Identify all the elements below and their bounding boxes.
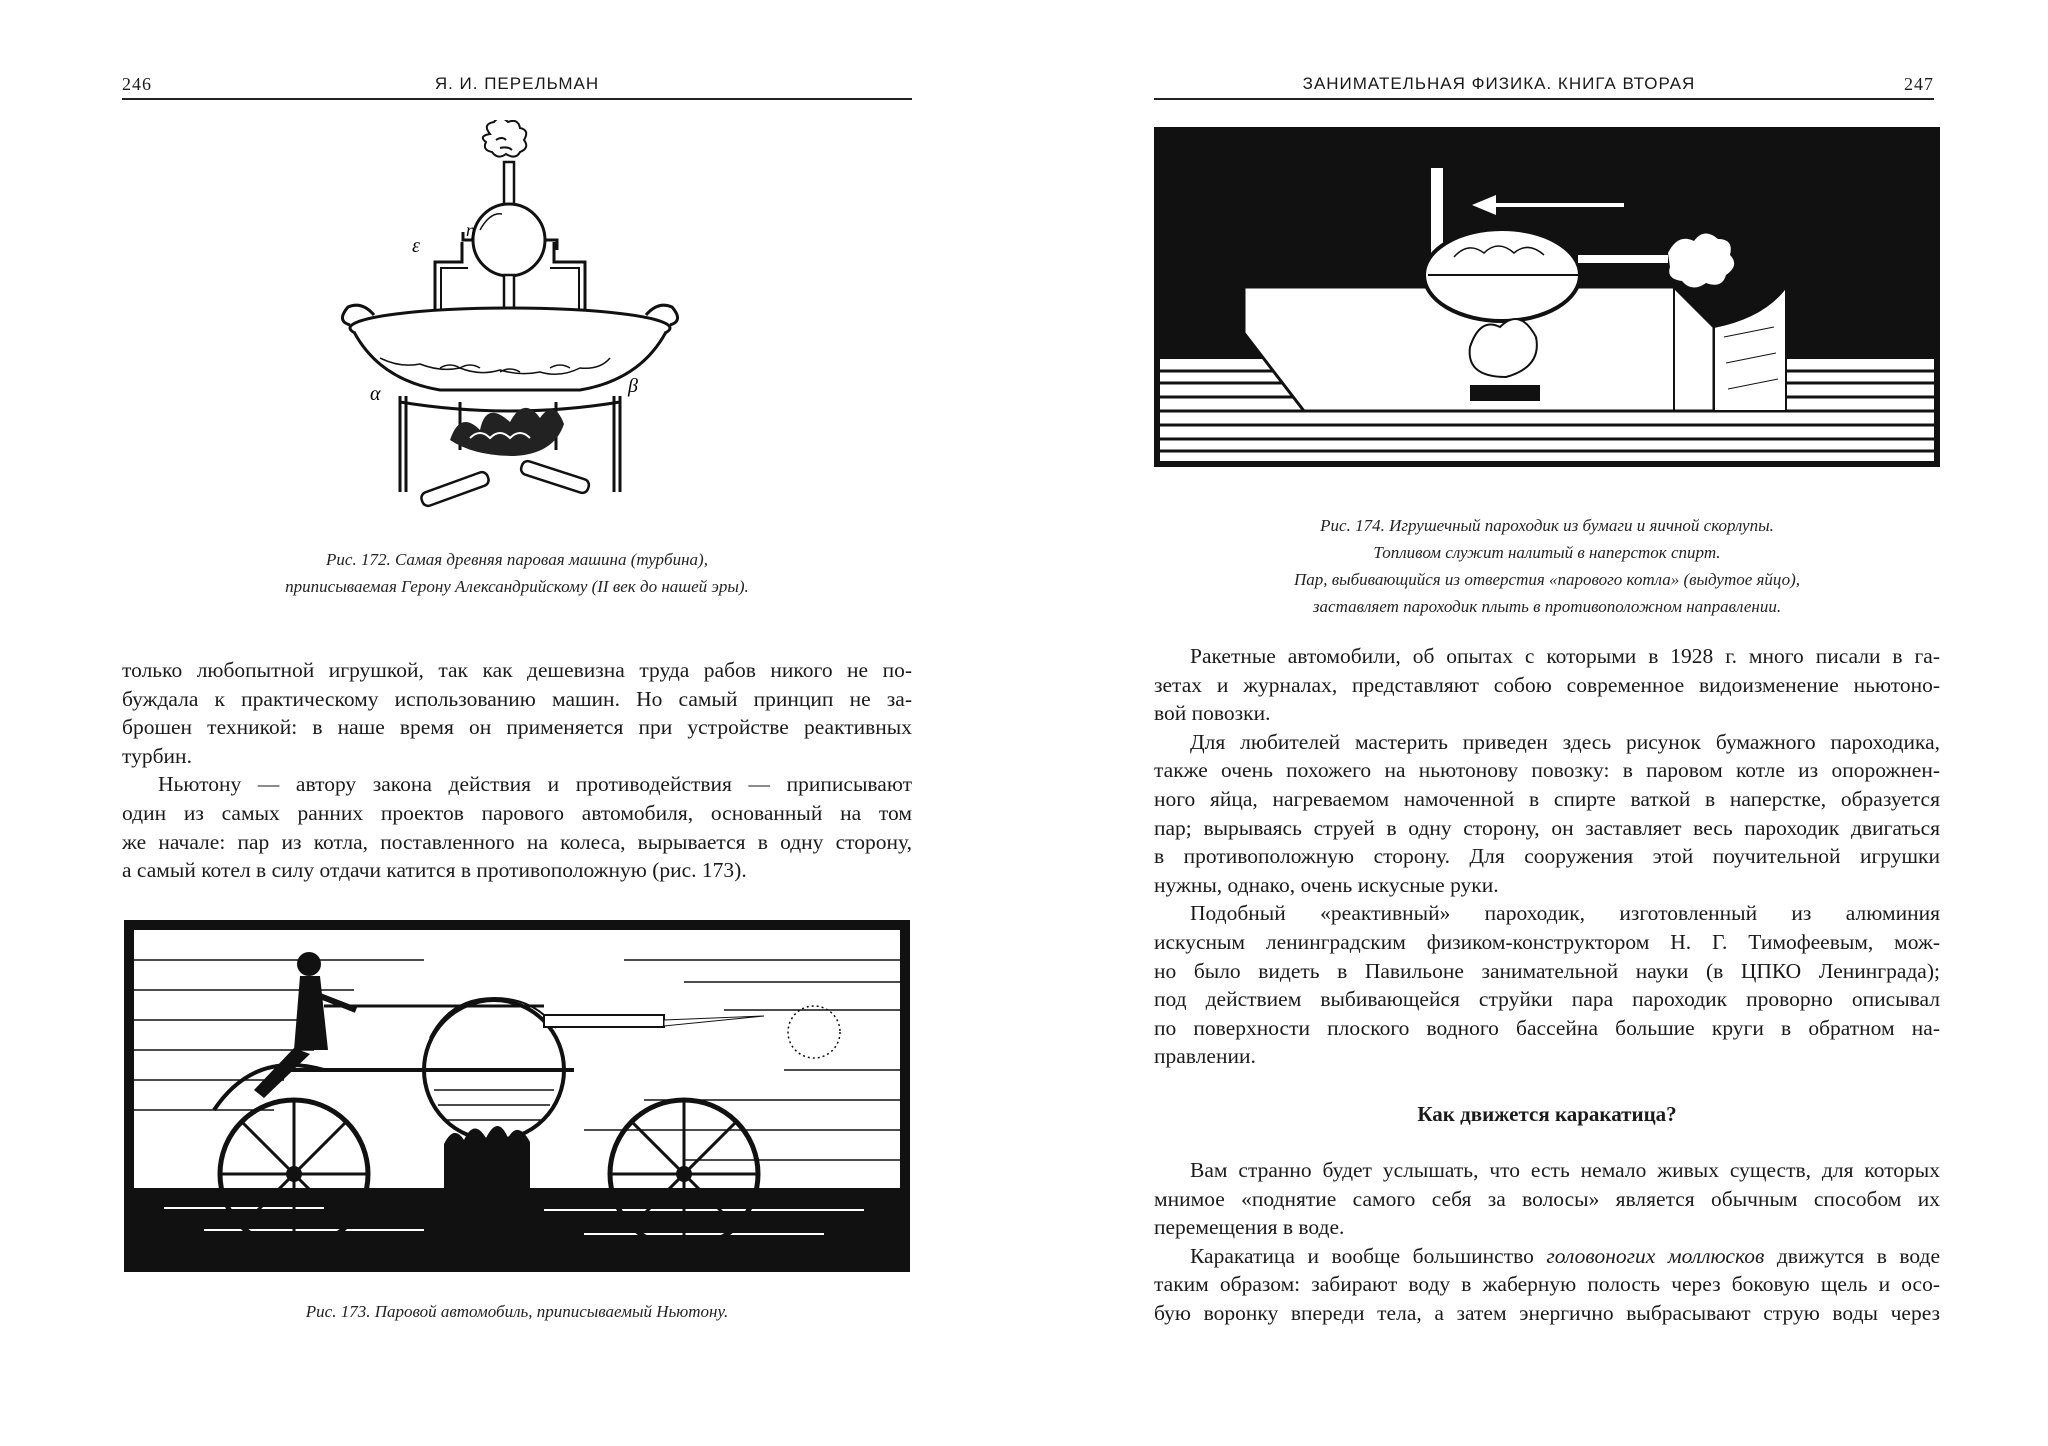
text-line: также очень похожего на ньютонову повозку: в паровом котле из опорожнен- [1154, 758, 1940, 783]
caption-174-line: Рис. 174. Игрушечный пароходик из бумаги и яичной скорлупы. [1320, 516, 1774, 535]
text-line: Подобный «реактивный» пароходик, изготовленный из алюминия [1190, 901, 1940, 926]
running-head-book-title: ЗАНИМАТЕЛЬНАЯ ФИЗИКА. КНИГА ВТОРАЯ [1302, 74, 1696, 93]
caption-172-line1: Рис. 172. Самая древняя паровая машина (турбина), [326, 550, 708, 569]
figure-172-caption [122, 546, 912, 600]
right-body-text-top [1154, 642, 1940, 1071]
text-line: ного яйца, нагреваемом намоченной в спирте ваткой в наперстке, образуется [1154, 786, 1940, 811]
text-line: брошен техникой: в наше время он применяется при устройстве реактивных [122, 715, 912, 740]
text-line: бую воронку впереди тела, а затем энергично выбрасывают струю воды через [1154, 1300, 1940, 1325]
running-head-left [122, 68, 912, 100]
text-line: только любопытной игрушкой, так как дешевизна труда рабов никого не по- [122, 658, 912, 682]
running-head-author: Я. И. ПЕРЕЛЬМАН [434, 74, 600, 93]
text-line: Для любителей мастерить приведен здесь рисунок бумажного пароходика, [1190, 729, 1940, 754]
figure-173-caption [122, 1298, 912, 1325]
right-page [1024, 0, 2048, 1446]
text-line: турбин. [122, 743, 192, 768]
caption-174-line: заставляет пароходик плыть в противоположном направлении. [1312, 597, 1782, 616]
text-line: Ракетные автомобили, об опытах с которыми в 1928 г. много писали в га- [1190, 644, 1940, 668]
caption-174-line: Пар, выбивающийся из отверстия «парового котла» (выдутое яйцо), [1293, 570, 1801, 589]
text-line: нужны, однако, очень искусные руки. [1154, 872, 1499, 897]
text-line: в противоположную сторону. Для сооружения этой поучительной игрушки [1154, 844, 1940, 869]
text-line: мнимое «поднятие самого себя за волосы» является обычным способом их [1154, 1186, 1940, 1211]
text-line: Вам странно будет услышать, что есть немало живых существ, для которых [1190, 1158, 1940, 1182]
right-body-text-bottom [1154, 1156, 1940, 1328]
text-line: Ньютону — автору закона действия и противодействия — приписывают [158, 772, 912, 797]
text-line: таким образом: забирают воду в жаберную полость через боковую щель и осо- [1154, 1272, 1940, 1297]
text-line: буждала к практическому использованию машин. Но самый принцип не за- [122, 686, 912, 711]
text-line: но было видеть в Павильоне занимательной науки (в ЦПКО Ленинграда); [1154, 958, 1940, 983]
text-run: Каракатица и вообще большинство [1190, 1243, 1547, 1268]
caption-173-line: Рис. 173. Паровой автомобиль, приписываемый Ньютону. [305, 1302, 729, 1321]
text-line: зетах и журналах, представляют собою современное видоизменение ньютоно- [1154, 672, 1940, 697]
section-heading: Как движется каракатица? [1417, 1102, 1677, 1126]
text-line: перемещения в воде. [1154, 1215, 1345, 1240]
aeolipile-drawing [340, 120, 680, 520]
label-alpha: α [370, 383, 381, 405]
label-eta: η [466, 220, 475, 240]
text-line: под действием выбивающейся струйки пара пароходик проворно описывал [1154, 987, 1940, 1012]
steam-car-drawing [124, 920, 910, 1272]
text-line: а самый котел в силу отдачи катится в противоположную (рис. 173). [122, 858, 747, 883]
figure-173-steam-car [124, 920, 910, 1272]
caption-174-line: Топливом служит налитый в наперсток спирт. [1373, 543, 1721, 562]
figure-172-aeolipile [340, 120, 680, 520]
text-line: правлении. [1154, 1044, 1256, 1069]
steamboat-drawing [1154, 127, 1940, 467]
label-epsilon-top: ε [412, 235, 420, 257]
label-beta: β [628, 375, 638, 397]
text-line: пар; вырываясь струей в одну сторону, он заставляет весь пароходик двигаться [1154, 815, 1940, 840]
figure-174-steamboat [1154, 127, 1940, 467]
text-line: по поверхности плоского водного бассейна большие круги в обратном на- [1154, 1015, 1940, 1040]
left-body-text [122, 656, 912, 885]
caption-172-line2: приписываемая Герону Александрийскому (II век до нашей эры). [285, 577, 749, 596]
text-line: один из самых ранних проектов парового автомобиля, основанный на том [122, 800, 912, 825]
page-number-right: 247 [1904, 74, 1934, 94]
page-number-left: 246 [122, 74, 152, 94]
text-line: же начале: пар из котла, поставленного на колеса, вырывается в одну сторону, [122, 829, 912, 854]
text-run: движутся в воде [1764, 1243, 1941, 1268]
italic-term: головоногих моллюсков [1546, 1243, 1765, 1268]
text-line-with-italic [1154, 1242, 1940, 1271]
running-head-right [1154, 68, 1934, 100]
text-line: вой повозки. [1154, 701, 1271, 726]
figure-174-caption [1154, 512, 1940, 620]
text-line: искусным ленинградским физиком-конструктором Н. Г. Тимофеевым, мож- [1154, 929, 1940, 954]
